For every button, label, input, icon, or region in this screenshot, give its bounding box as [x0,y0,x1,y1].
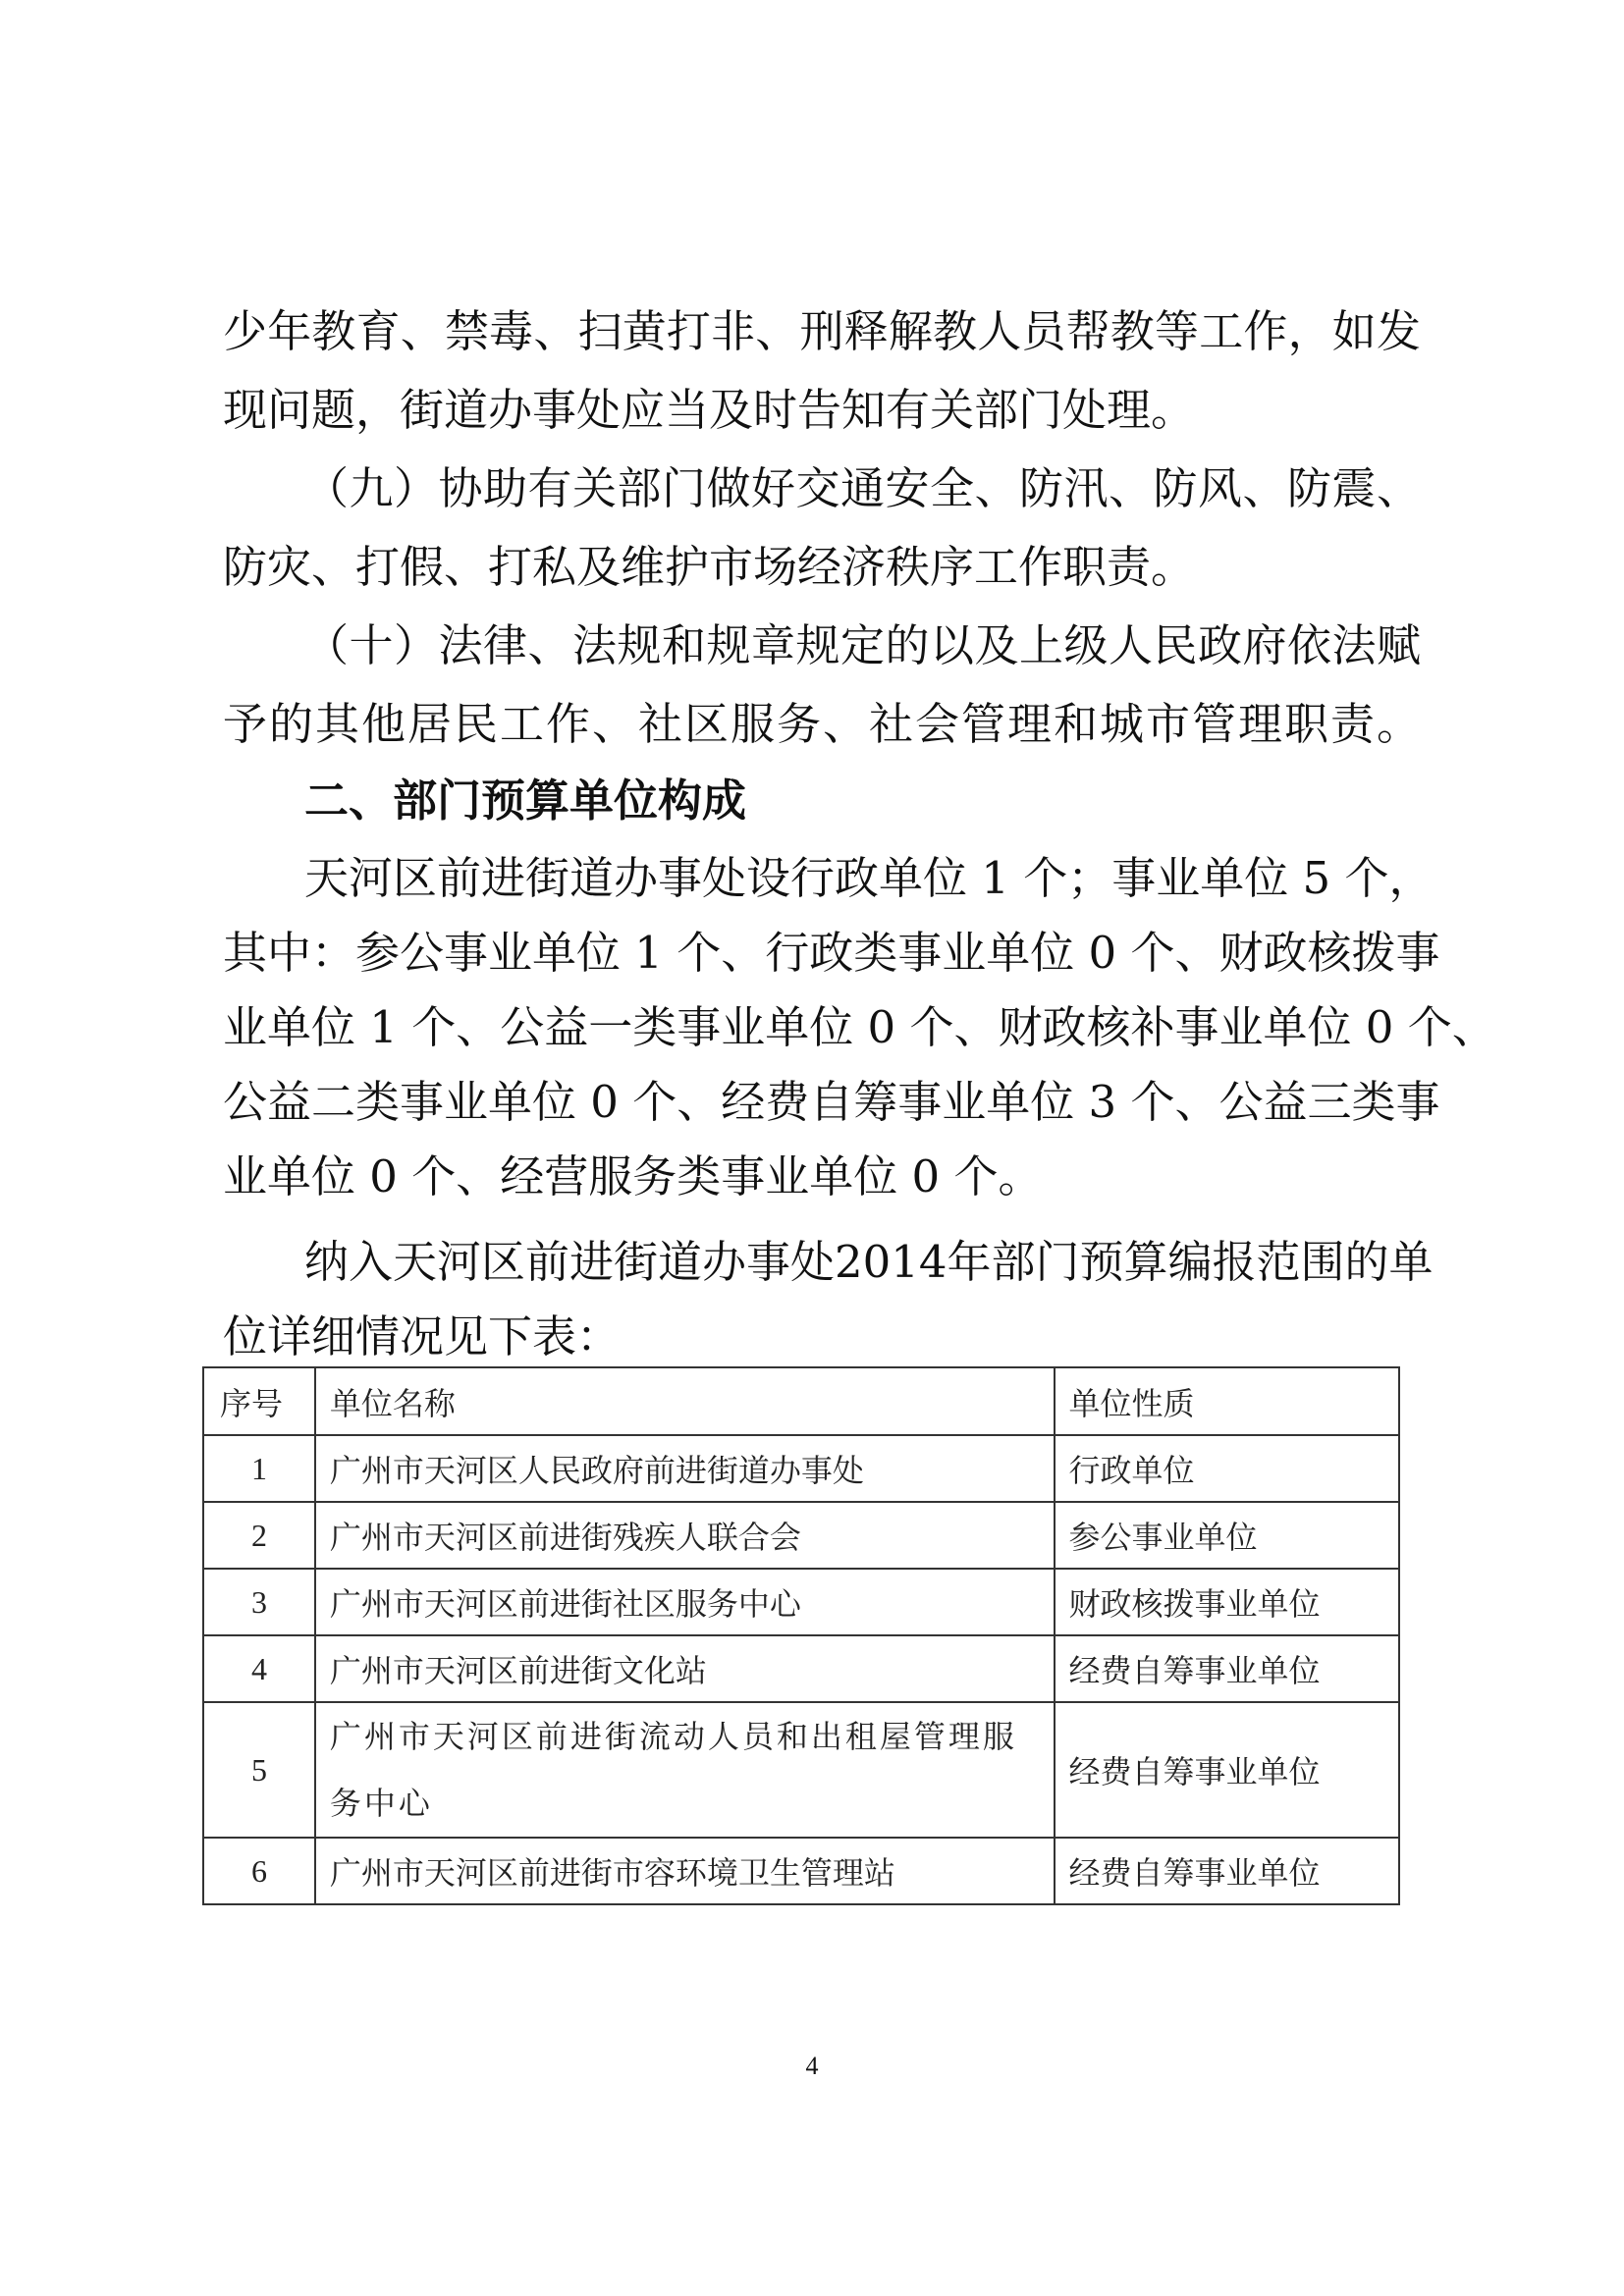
unit-type: 经费自筹事业单位 [1055,1702,1399,1838]
row-number: 4 [203,1635,315,1702]
header-cell-type: 单位性质 [1055,1367,1399,1435]
row-number: 3 [203,1569,315,1635]
table-row [203,1435,1399,1502]
header-cell-name: 单位名称 [315,1367,1055,1435]
row-number: 6 [203,1838,315,1904]
page-number: 4 [805,2052,819,2080]
unit-name: 广州市天河区前进街残疾人联合会 [315,1502,1055,1569]
paragraph-line: 业单位 1 个、公益一类事业单位 0 个、财政核补事业单位 0 个、 [223,1001,1496,1053]
unit-name: 广州市天河区前进街文化站 [315,1635,1055,1702]
paragraph-line: 业单位 0 个、经营服务类事业单位 0 个。 [223,1150,1043,1202]
paragraph-line: 予的其他居民工作、社区服务、社会管理和城市管理职责。 [223,698,1421,750]
unit-type: 参公事业单位 [1055,1502,1399,1569]
section-heading: 二、部门预算单位构成 [304,774,747,827]
unit-name: 广州市天河区人民政府前进街道办事处 [315,1435,1055,1502]
paragraph-line: 天河区前进街道办事处设行政单位 1 个；事业单位 5 个， [304,852,1434,904]
table-row [203,1702,1399,1838]
unit-type: 行政单位 [1055,1435,1399,1502]
row-number: 5 [203,1702,315,1838]
unit-type: 经费自筹事业单位 [1055,1838,1399,1904]
table-row [203,1838,1399,1904]
table-row [203,1569,1399,1635]
table-row [203,1502,1399,1569]
paragraph-line: 现问题，街道办事处应当及时告知有关部门处理。 [223,384,1196,436]
unit-type: 财政核拨事业单位 [1055,1569,1399,1635]
paragraph-line: 位详细情况见下表： [223,1310,622,1362]
unit-table [202,1366,1400,1905]
row-number: 1 [203,1435,315,1502]
row-number: 2 [203,1502,315,1569]
table-row [203,1635,1399,1702]
paragraph-line: 防灾、打假、打私及维护市场经济秩序工作职责。 [223,541,1196,593]
unit-name: 广州市天河区前进街社区服务中心 [315,1569,1055,1635]
paragraph-line: 公益二类事业单位 0 个、经费自筹事业单位 3 个、公益三类事 [223,1076,1440,1128]
paragraph-line: 少年教育、禁毒、扫黄打非、刑释解教人员帮教等工作，如发 [223,305,1421,357]
table-header-row [203,1367,1399,1435]
unit-name: 广州市天河区前进街市容环境卫生管理站 [315,1838,1055,1904]
header-cell-no: 序号 [203,1367,315,1435]
unit-type: 经费自筹事业单位 [1055,1635,1399,1702]
paragraph-line: 其中：参公事业单位 1 个、行政类事业单位 0 个、财政核拨事 [223,927,1440,979]
unit-name: 广州市天河区前进街流动人员和出租屋管理服务中心 [315,1702,1055,1838]
paragraph-line: （九）协助有关部门做好交通安全、防汛、防风、防震、 [304,462,1421,514]
paragraph-line: （十）法律、法规和规章规定的以及上级人民政府依法赋 [304,619,1421,671]
paragraph-line: 纳入天河区前进街道办事处2014年部门预算编报范围的单 [304,1236,1434,1288]
